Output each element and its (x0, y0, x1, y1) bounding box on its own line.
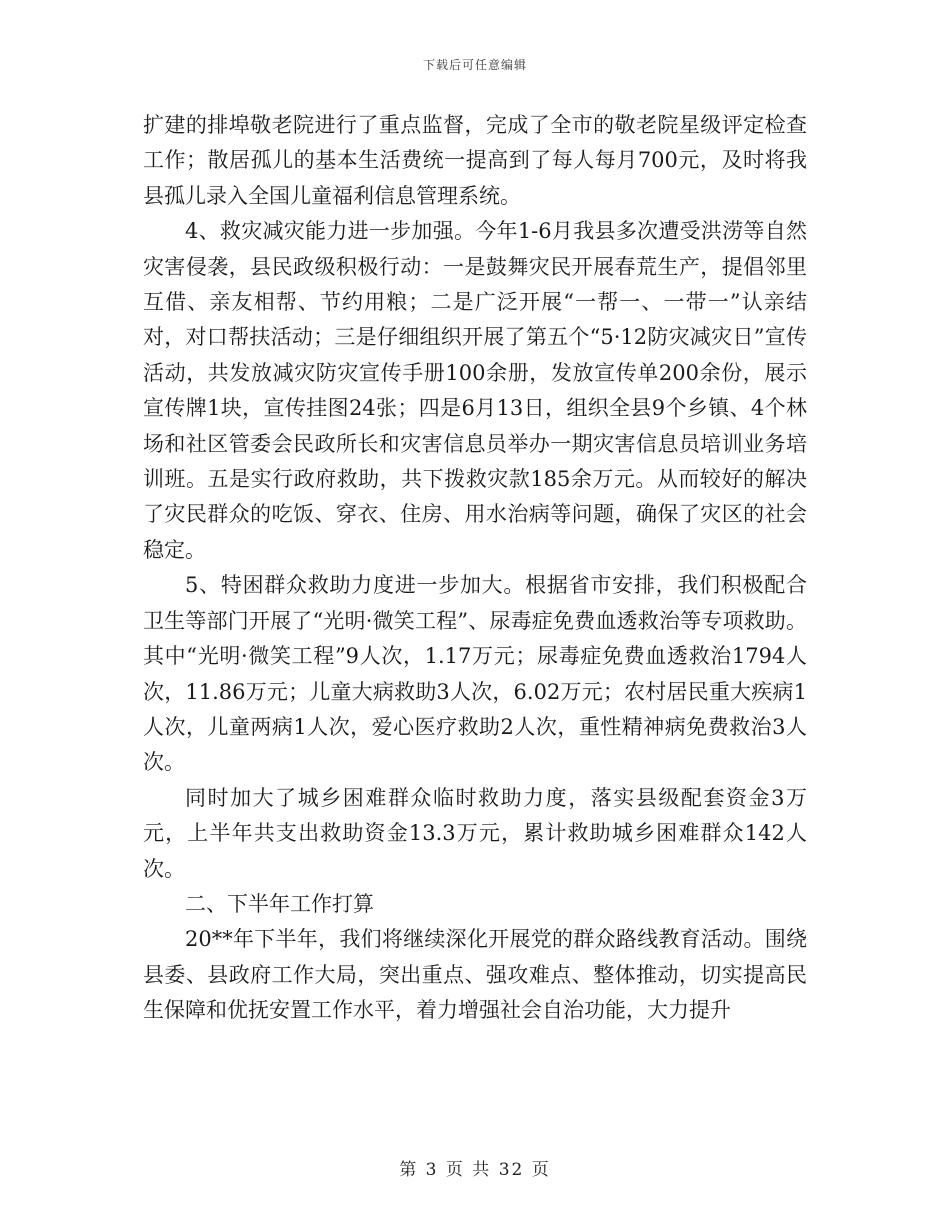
document-body (143, 108, 807, 1029)
paragraph-5: 20**年下半年，我们将继续深化开展党的群众路线教育活动。围绕县委、县政府工作大局，突出重点、强攻难点、整体推动，切实提高民生保障和优抚安置工作水平，着力增强社会自治功能，大力提升 (143, 927, 807, 1023)
paragraph-1: 扩建的排埠敬老院进行了重点监督，完成了全市的敬老院星级评定检查工作；散居孤儿的基本生活费统一提高到了每人每月700元，及时将我县孤儿录入全国儿童福利信息管理系统。 (143, 113, 807, 208)
paragraph-3: 5、特困群众救助力度进一步加大。根据省市安排，我们积极配合卫生等部门开展了“光明·微笑工程”、尿毒症免费血透救治等专项救助。其中“光明·微笑工程”9人次，1.17万元；尿毒症免费血透救治1794人次，11.86万元；儿童大病救助3人次，6.02万元；农村居民重大疾病1人次，儿童两病1人次，爱心医疗救助2人次，重性精神病免费救治3人次。 (143, 573, 807, 775)
paragraph-2: 4、救灾减灾能力进一步加强。今年1-6月我县多次遭受洪涝等自然灾害侵袭，县民政级积极行动：一是鼓舞灾民开展春荒生产，提倡邻里互借、亲友相帮、节约用粮；二是广泛开展“一帮一、一带一”认亲结对，对口帮扶活动；三是仔细组织开展了第五个“5·12防灾减灾日”宣传活动，共发放减灾防灾宣传手册100余册，发放宣传单200余份，展示宣传牌1块，宣传挂图24张；四是6月13日，组织全县9个乡镇、4个林场和社区管委会民政所长和灾害信息员举办一期灾害信息员培训业务培训班。五是实行政府救助，共下拨救灾款185余万元。从而较好的解决了灾民群众的吃饭、穿衣、住房、用水治病等问题，确保了灾区的社会稳定。 (143, 219, 807, 562)
paragraph-4: 同时加大了城乡困难群众临时救助力度，落实县级配套资金3万元，上半年共支出救助资金13.3万元，累计救助城乡困难群众142人次。 (143, 785, 807, 881)
page-header-note: 下载后可任意编辑 (422, 58, 527, 72)
section-heading: 二、下半年工作打算 (185, 891, 374, 916)
page-number-footer: 第 3 页 共 32 页 (399, 1160, 551, 1180)
